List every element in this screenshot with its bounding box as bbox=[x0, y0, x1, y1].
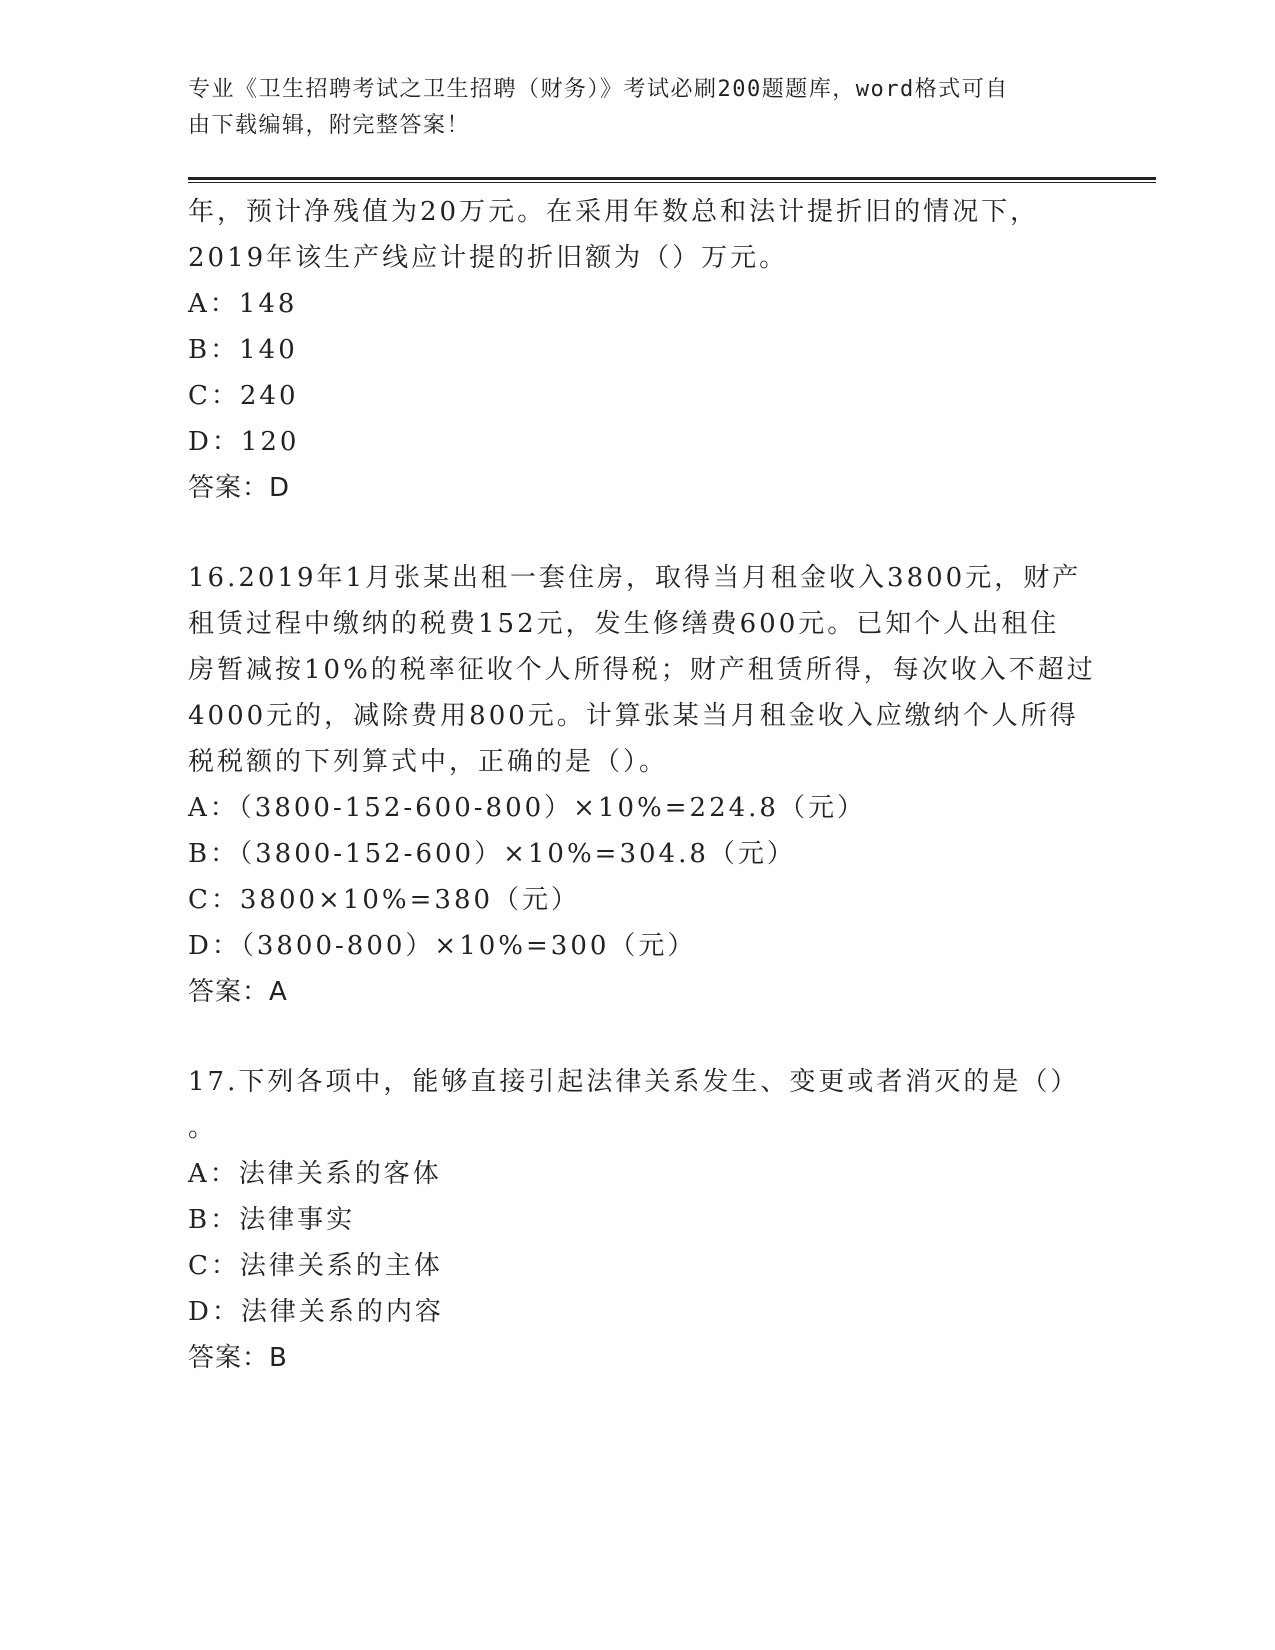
option-d: D：（3800-800）×10%=300（元） bbox=[188, 931, 697, 961]
option-c: C：法律关系的主体 bbox=[188, 1251, 443, 1281]
question-stem-line: 17.下列各项中，能够直接引起法律关系发生、变更或者消灭的是（） bbox=[188, 1067, 1080, 1097]
header-divider-thick bbox=[188, 177, 1156, 180]
question-stem-line: 。 bbox=[188, 1113, 218, 1143]
option-d: D：法律关系的内容 bbox=[188, 1297, 444, 1327]
question-stem-line: 年，预计净残值为20万元。在采用年数总和法计提折旧的情况下， bbox=[188, 197, 1040, 227]
option-c: C：240 bbox=[188, 381, 299, 411]
question-17 bbox=[188, 1059, 1088, 1381]
page-header bbox=[188, 72, 1068, 144]
option-b: B：140 bbox=[188, 335, 298, 365]
question-spacer bbox=[188, 511, 1088, 555]
question-16 bbox=[188, 555, 1096, 1015]
question-stem-line: 4000元的，减除费用800元。计算张某当月租金收入应缴纳个人所得 bbox=[188, 701, 1079, 731]
question-stem-line: 16.2019年1月张某出租一套住房，取得当月租金收入3800元，财产 bbox=[188, 563, 1082, 593]
header-line-1: 专业《卫生招聘考试之卫生招聘（财务）》考试必刷200题题库，word格式可自 bbox=[188, 77, 1009, 102]
option-a: A：148 bbox=[188, 289, 298, 319]
question-content bbox=[188, 189, 1096, 1381]
question-stem-line: 税税额的下列算式中，正确的是（）。 bbox=[188, 747, 669, 777]
answer-label: 答案：D bbox=[188, 473, 291, 503]
question-15 bbox=[188, 189, 1088, 511]
answer-label: 答案：B bbox=[188, 1343, 288, 1373]
header-divider-thin bbox=[188, 182, 1156, 183]
header-line-2: 由下载编辑，附完整答案！ bbox=[188, 113, 471, 138]
option-c: C：3800×10%=380（元） bbox=[188, 885, 581, 915]
question-spacer bbox=[188, 1015, 1088, 1059]
answer-label: 答案：A bbox=[188, 977, 288, 1007]
option-a: A：法律关系的客体 bbox=[188, 1159, 442, 1189]
option-b: B：法律事实 bbox=[188, 1205, 356, 1235]
question-stem-line: 租赁过程中缴纳的税费152元，发生修缮费600元。已知个人出租住 bbox=[188, 609, 1060, 639]
option-b: B：（3800-152-600）×10%=304.8（元） bbox=[188, 839, 796, 869]
question-stem-line: 房暂减按10%的税率征收个人所得税；财产租赁所得，每次收入不超过 bbox=[188, 655, 1096, 685]
option-d: D：120 bbox=[188, 427, 300, 457]
option-a: A：（3800-152-600-800）×10%=224.8（元） bbox=[188, 793, 866, 823]
question-stem-line: 2019年该生产线应计提的折旧额为（）万元。 bbox=[188, 243, 789, 273]
